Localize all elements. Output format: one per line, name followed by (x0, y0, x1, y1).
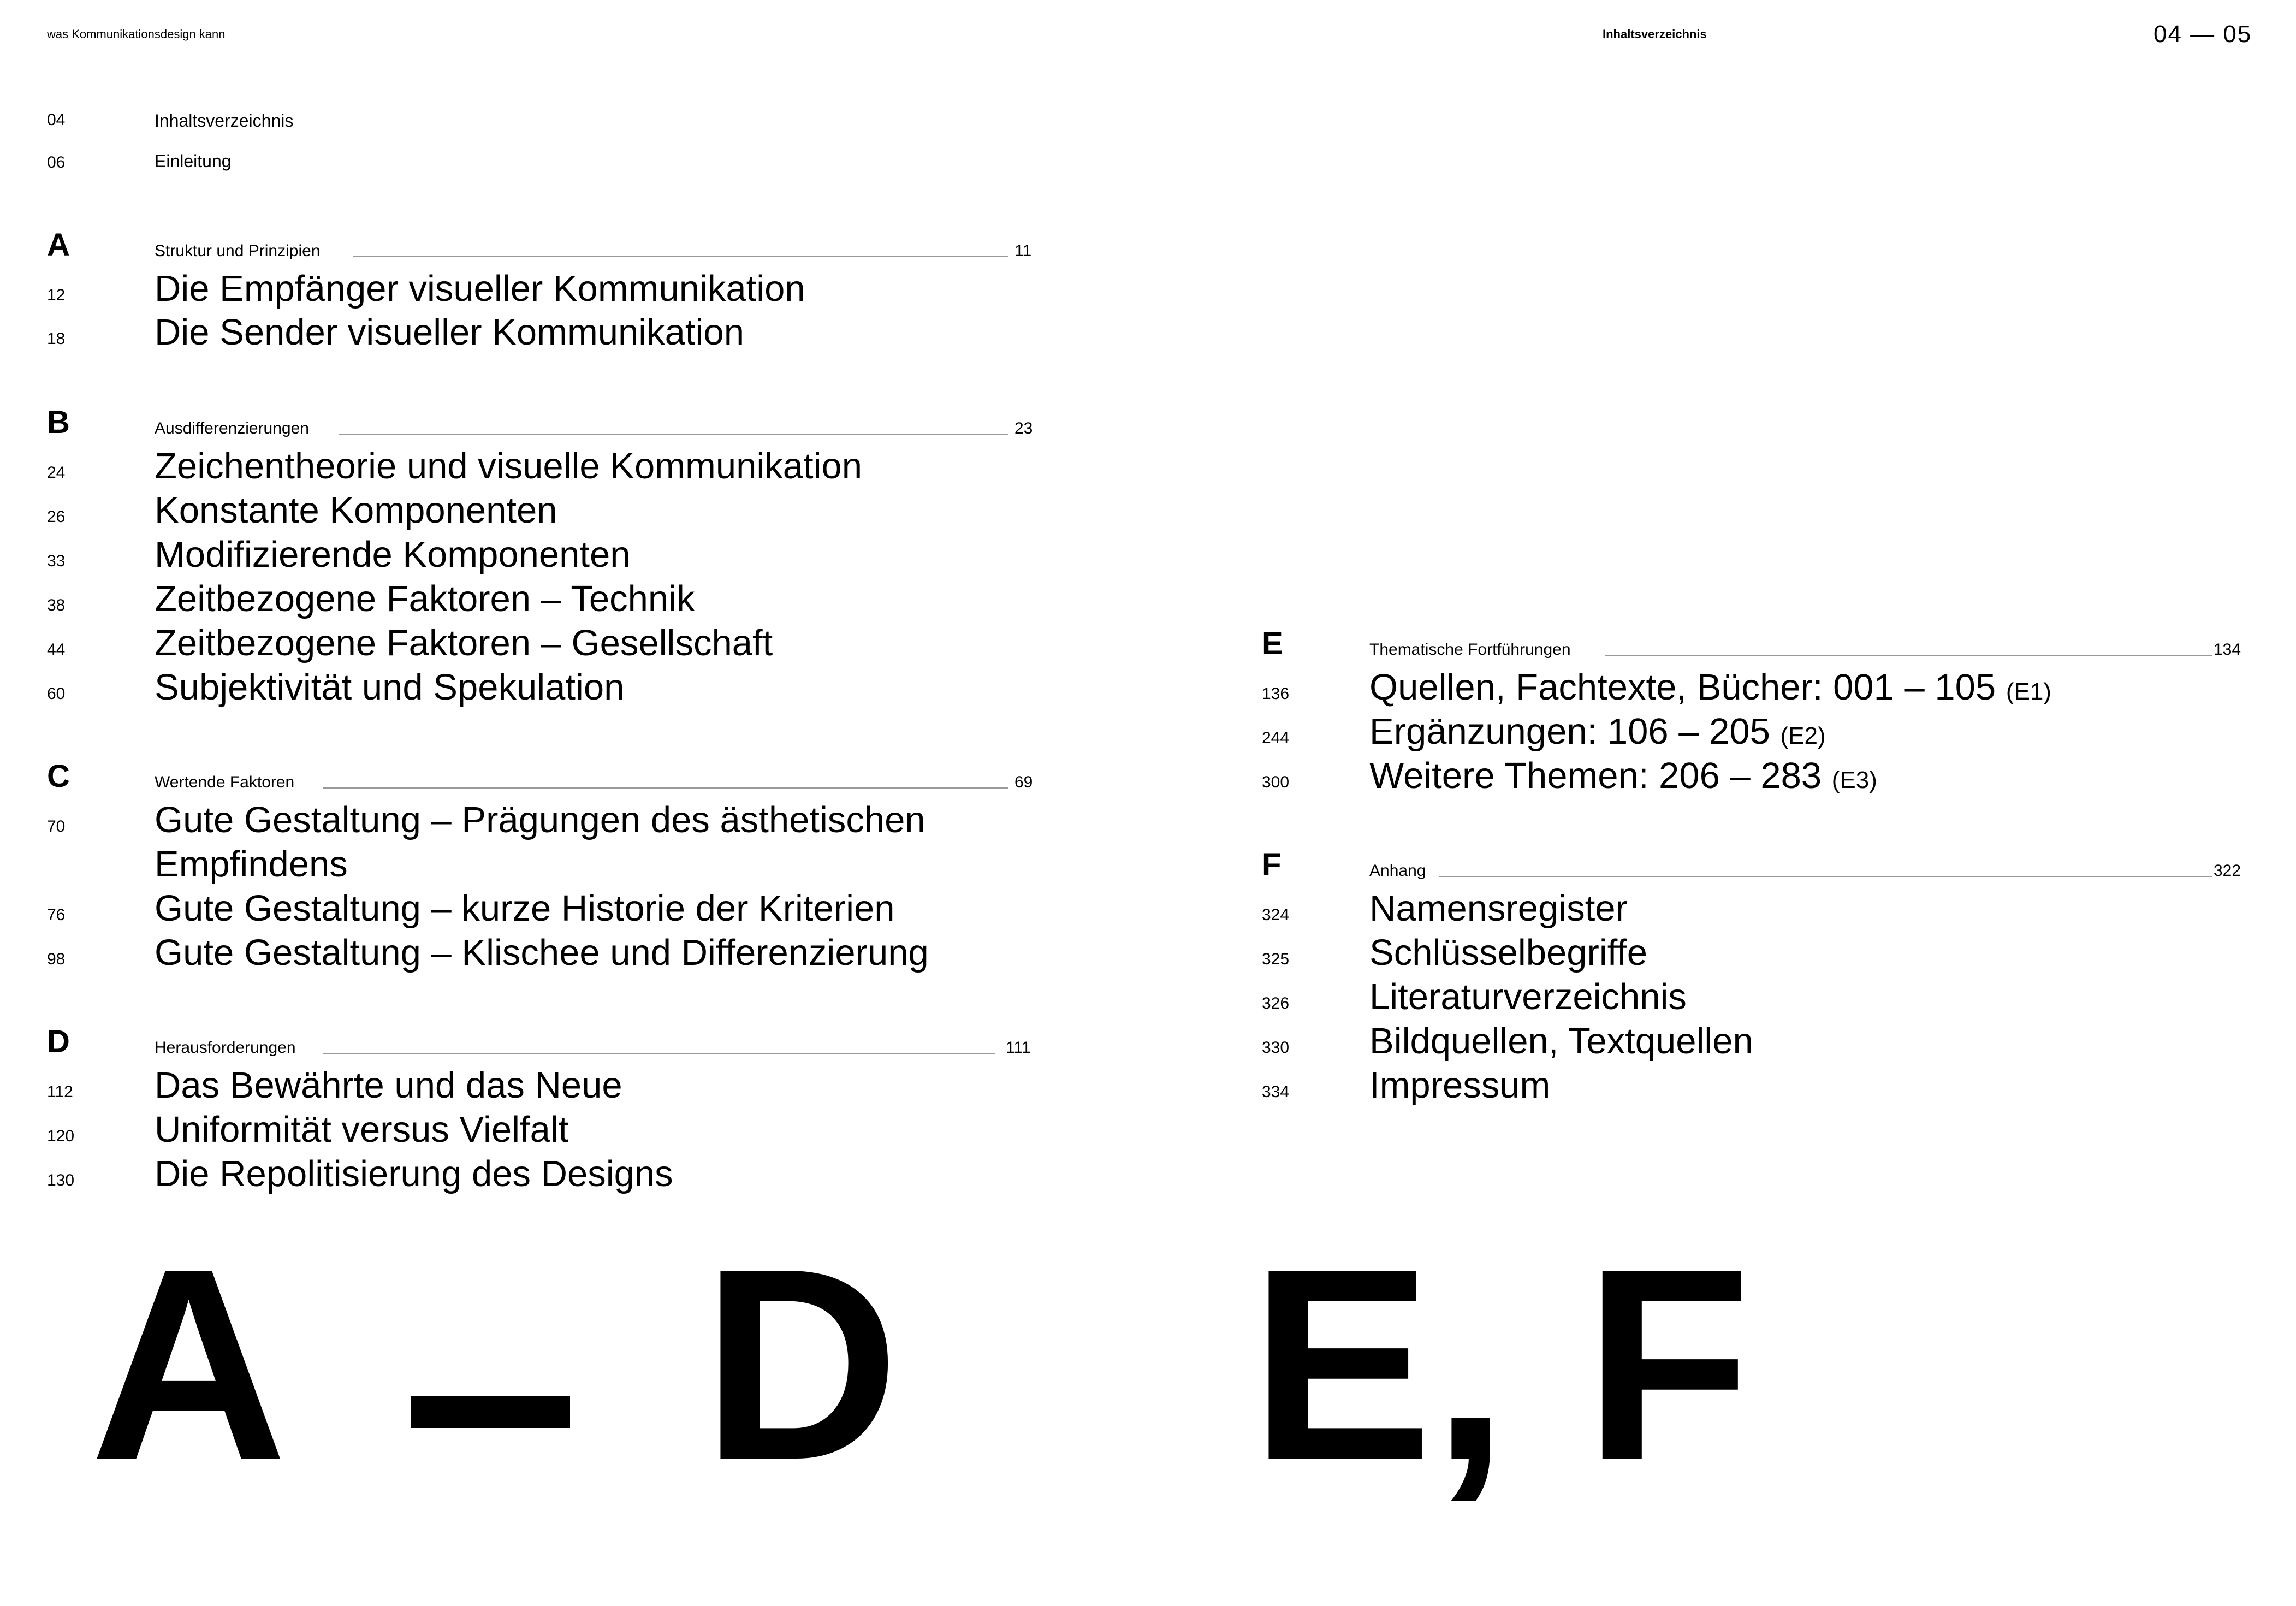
leader-rule (1605, 655, 2212, 656)
chapter-title[interactable]: Subjektivität und Spekulation (155, 667, 625, 708)
section-page-number: 23 (1014, 419, 1033, 437)
chapter-title[interactable]: Literaturverzeichnis (1369, 976, 1687, 1017)
chapter-page-number: 112 (47, 1083, 73, 1101)
chapter-page-number: 98 (47, 950, 66, 968)
intro-page-number: 06 (47, 153, 66, 171)
section-letter: C (47, 758, 70, 794)
leader-rule (1439, 876, 2212, 877)
chapter-page-number: 330 (1262, 1039, 1290, 1057)
chapter-title[interactable] (1369, 669, 2051, 706)
chapter-page-number: 130 (47, 1171, 75, 1189)
intro-page-number: 04 (47, 111, 66, 129)
section-title-entry[interactable]: Struktur und Prinzipien (155, 242, 321, 260)
chapter-suffix: (E2) (1780, 722, 1826, 749)
chapter-page-number: 12 (47, 286, 66, 304)
chapter-page-number: 44 (47, 641, 66, 659)
section-title-entry[interactable]: Anhang (1369, 862, 1426, 880)
chapter-title[interactable]: Gute Gestaltung – Prägungen des ästhetischen (155, 799, 925, 840)
leader-rule (339, 434, 1008, 435)
book-title: was Kommunikationsdesign kann (47, 27, 226, 41)
chapter-title-text: Quellen, Fachtexte, Bücher: 001 – 105 (1369, 667, 1996, 708)
chapter-title[interactable]: Uniformität versus Vielfalt (155, 1109, 569, 1150)
chapter-title[interactable]: Das Bewährte und das Neue (155, 1065, 622, 1106)
section-page-number: 134 (2214, 641, 2241, 659)
section-letter: F (1262, 847, 1282, 882)
chapter-title[interactable]: Schlüsselbegriffe (1369, 932, 1648, 973)
chapter-title[interactable] (1369, 713, 1826, 750)
chapter-page-number: 326 (1262, 994, 1290, 1012)
section-page-number: 111 (1006, 1039, 1031, 1057)
chapter-title[interactable]: Zeitbezogene Faktoren – Gesellschaft (155, 623, 773, 663)
section-page-number: 11 (1014, 242, 1032, 260)
section-page-number: 69 (1014, 773, 1033, 791)
chapter-page-number: 120 (47, 1127, 75, 1145)
leader-rule (353, 256, 1008, 257)
intro-title[interactable]: Inhaltsverzeichnis (155, 111, 294, 131)
chapter-title[interactable]: Die Empfänger visueller Kommunikation (155, 268, 805, 309)
chapter-page-number: 26 (47, 508, 66, 526)
display-letter-start: A (90, 1211, 288, 1516)
display-letter-end: D (702, 1211, 900, 1516)
chapter-page-number: 18 (47, 330, 66, 348)
chapter-title[interactable]: Impressum (1369, 1065, 1551, 1106)
chapter-page-number: 60 (47, 685, 66, 703)
section-letter: E (1262, 626, 1283, 661)
section-letter: D (47, 1024, 70, 1059)
chapter-page-number: 244 (1262, 729, 1290, 747)
chapter-page-number: 300 (1262, 773, 1290, 791)
chapter-title-text: Ergänzungen: 106 – 205 (1369, 711, 1770, 752)
chapter-title[interactable]: Bildquellen, Textquellen (1369, 1021, 1753, 1062)
chapter-title[interactable]: Zeichentheorie und visuelle Kommunikation (155, 446, 863, 487)
page-numbers: 04 — 05 (2153, 21, 2252, 48)
section-page-number: 322 (2214, 862, 2241, 880)
chapter-suffix: (E1) (2006, 678, 2051, 705)
chapter-page-number: 33 (47, 552, 66, 570)
chapter-page-number: 38 (47, 596, 66, 614)
intro-title[interactable]: Einleitung (155, 151, 232, 171)
section-title-entry[interactable]: Ausdifferenzierungen (155, 419, 309, 437)
chapter-page-number: 334 (1262, 1083, 1290, 1101)
chapter-title[interactable]: Gute Gestaltung – Klischee und Differenzierung (155, 932, 929, 973)
chapter-title[interactable]: Konstante Komponenten (155, 490, 557, 531)
leader-rule (323, 1053, 995, 1054)
chapter-title[interactable]: Die Repolitisierung des Designs (155, 1153, 673, 1194)
chapter-title-text: Weitere Themen: 206 – 283 (1369, 755, 1822, 796)
chapter-title[interactable] (1369, 757, 1877, 794)
leader-rule (323, 787, 1008, 789)
section-title-entry[interactable]: Herausforderungen (155, 1039, 296, 1057)
chapter-page-number: 76 (47, 906, 66, 924)
chapter-title[interactable]: Zeitbezogene Faktoren – Technik (155, 578, 695, 619)
display-letters-appendix: E, F (1250, 1211, 1751, 1516)
chapter-page-number: 70 (47, 817, 66, 835)
chapter-suffix: (E3) (1831, 767, 1877, 793)
section-title-entry[interactable]: Wertende Faktoren (155, 773, 295, 791)
chapter-title[interactable]: Die Sender visueller Kommunikation (155, 312, 744, 353)
chapter-title[interactable]: Namensregister (1369, 888, 1628, 929)
chapter-page-number: 24 (47, 464, 66, 482)
section-title: Inhaltsverzeichnis (1603, 27, 1707, 41)
section-letter: B (47, 405, 70, 440)
section-letter: A (47, 227, 70, 263)
chapter-page-number: 324 (1262, 906, 1290, 924)
display-dash (411, 1396, 570, 1428)
chapter-page-number: 136 (1262, 685, 1290, 703)
chapter-title-continued[interactable]: Empfindens (155, 844, 348, 885)
section-title-entry[interactable]: Thematische Fortführungen (1369, 641, 1571, 659)
chapter-page-number: 325 (1262, 950, 1290, 968)
chapter-title[interactable]: Gute Gestaltung – kurze Historie der Kriterien (155, 888, 895, 929)
chapter-title[interactable]: Modifizierende Komponenten (155, 534, 631, 575)
